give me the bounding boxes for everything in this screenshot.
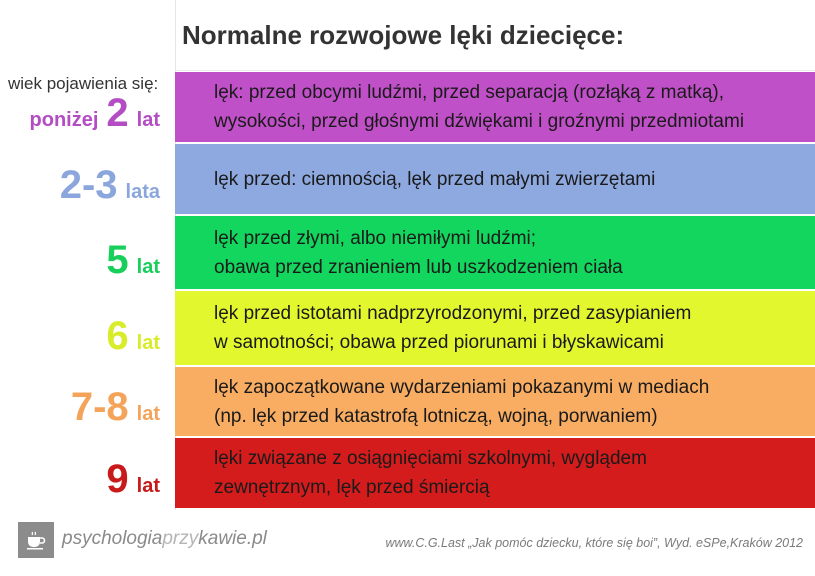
fear-description-line: obawa przed zranieniem lub uszkodzeniem ciała bbox=[214, 256, 623, 278]
fear-description-line: lęk przed złymi, albo niemiłymi ludźmi; bbox=[214, 227, 537, 249]
age-row bbox=[0, 367, 815, 436]
age-row bbox=[0, 438, 815, 508]
age-number: 2 bbox=[106, 91, 129, 135]
age-row bbox=[0, 144, 815, 214]
brand-part: kawie.pl bbox=[198, 528, 267, 549]
brand-part: psychologia bbox=[62, 528, 163, 549]
age-unit: lat bbox=[136, 475, 160, 497]
age-number: 2-3 bbox=[59, 163, 118, 207]
age-unit: lat bbox=[136, 109, 160, 131]
age-label bbox=[106, 314, 160, 359]
fear-description-band bbox=[175, 438, 815, 508]
fear-description-line: lęk: przed obcymi ludźmi, przed separacją (rozłąką z matką), bbox=[214, 82, 725, 103]
age-prefix: poniżej bbox=[29, 109, 99, 131]
age-unit: lat bbox=[136, 403, 160, 425]
fear-description-band bbox=[175, 367, 815, 436]
age-number: 6 bbox=[106, 314, 129, 358]
fear-description-line: lęk zapoczątkowane wydarzeniami pokazanymi w mediach bbox=[214, 376, 710, 398]
brand-name[interactable] bbox=[62, 528, 267, 550]
fear-description-line: lęk przed: ciemnością, lęk przed małymi zwierzętami bbox=[214, 168, 656, 190]
fear-description-band bbox=[175, 291, 815, 365]
page-title: Normalne rozwojowe lęki dziecięce: bbox=[182, 20, 625, 50]
brand-part: przy bbox=[162, 528, 199, 549]
age-label bbox=[60, 163, 160, 208]
fear-description-line: w samotności; obawa przed piorunami i błyskawicami bbox=[214, 332, 664, 353]
age-number: 5 bbox=[106, 238, 129, 282]
coffee-cup-icon[interactable] bbox=[18, 522, 54, 558]
age-unit: lat bbox=[136, 256, 160, 278]
fear-description-band bbox=[175, 72, 815, 142]
fear-description-line: zewnętrznym, lęk przed śmiercią bbox=[214, 477, 490, 498]
age-caption: wiek pojawienia się: bbox=[8, 74, 159, 93]
age-label bbox=[106, 457, 160, 502]
fear-description-line: wysokości, przed głośnymi dźwiękami i groźnymi przedmiotami bbox=[214, 111, 745, 132]
source-citation: www.C.G.Last „Jak pomóc dziecku, które się boi”, Wyd. eSPe,Kraków 2012 bbox=[385, 536, 803, 550]
age-number: 7-8 bbox=[70, 385, 129, 429]
fear-description-band bbox=[175, 216, 815, 289]
age-label bbox=[106, 238, 160, 283]
fear-description-line: lęki związane z osiągnięciami szkolnymi, wyglądem bbox=[214, 448, 647, 469]
age-unit: lata bbox=[125, 181, 160, 203]
age-label bbox=[71, 385, 160, 430]
age-row bbox=[0, 72, 815, 142]
age-row bbox=[0, 216, 815, 289]
grid-line bbox=[175, 70, 815, 71]
age-number: 9 bbox=[106, 457, 129, 501]
age-label bbox=[30, 91, 160, 136]
age-row bbox=[0, 291, 815, 365]
age-unit: lat bbox=[136, 332, 160, 354]
fear-description-line: lęk przed istotami nadprzyrodzonymi, przed zasypianiem bbox=[214, 303, 692, 324]
fear-description-band bbox=[175, 144, 815, 214]
fear-description-line: (np. lęk przed katastrofą lotniczą, wojną, porwaniem) bbox=[214, 405, 658, 427]
